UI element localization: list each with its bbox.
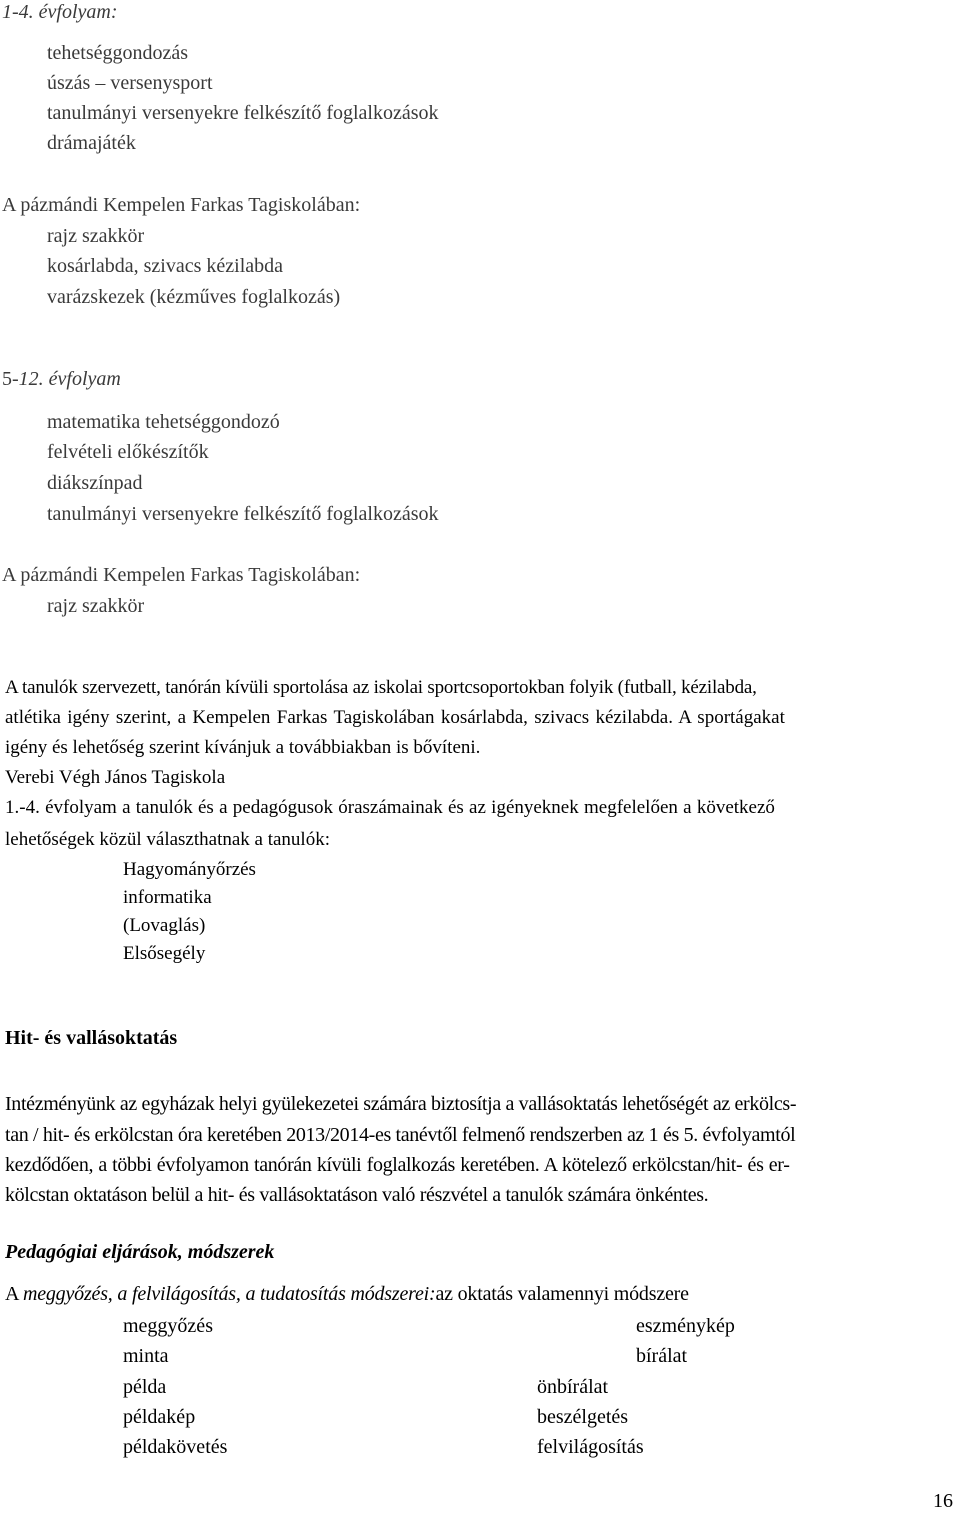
- list-item: varázskezek (kézműves foglalkozás): [47, 286, 341, 308]
- kempelen-heading: A pázmándi Kempelen Farkas Tagiskolában:: [2, 564, 361, 586]
- paragraph-line: atlétika igény szerint, a Kempelen Farkas Tagiskolában kosárlabda, szivacs kézilabda. A sportágakat: [5, 707, 785, 728]
- method-item: minta: [123, 1345, 169, 1367]
- list-item: (Lovaglás): [123, 915, 206, 936]
- list-item: rajz szakkör: [47, 225, 145, 247]
- method-item: eszménykép: [636, 1315, 735, 1337]
- list-item: rajz szakkör: [47, 595, 145, 617]
- section-heading: Pedagógiai eljárások, módszerek: [5, 1241, 275, 1263]
- methods-intro-a: A: [5, 1283, 23, 1305]
- list-item: tehetséggondozás: [47, 42, 189, 64]
- page-number: 16: [933, 1490, 953, 1512]
- grade-5-12-suffix: 12. évfolyam: [18, 368, 121, 390]
- list-item: Elsősegély: [123, 943, 206, 964]
- list-item: diákszínpad: [47, 472, 143, 494]
- paragraph-line: kölcstan oktatáson belül a hit- és vallásoktatáson való részvétel a tanulók számára önkéntes.: [5, 1184, 709, 1206]
- list-item: úszás – versenysport: [47, 72, 213, 94]
- method-item: bírálat: [636, 1345, 688, 1367]
- list-item: matematika tehetséggondozó: [47, 411, 280, 433]
- paragraph-line: A tanulók szervezett, tanórán kívüli sportolása az iskolai sportcsoportokban folyik (futball, kézilabda,: [5, 677, 757, 698]
- method-item: példa: [123, 1376, 167, 1398]
- method-item: önbírálat: [537, 1376, 609, 1398]
- paragraph-line: Intézményünk az egyházak helyi gyülekezetei számára biztosítja a vallásoktatás lehetőségét az erkölcs-: [5, 1093, 797, 1115]
- list-item: drámajáték: [47, 132, 136, 154]
- grade-1-4-heading: 1-4. évfolyam:: [2, 1, 118, 23]
- methods-intro-rest: az oktatás valamennyi módszere: [435, 1283, 689, 1305]
- paragraph-line: 1.-4. évfolyam a tanulók és a pedagógusok óraszámainak és az igényeknek megfelelően a következő: [5, 797, 775, 818]
- paragraph-line: tan / hit- és erkölcstan óra keretében 2013/2014-es tanévtől felmenő rendszerben az 1 és 5. évfolyamtól: [5, 1124, 796, 1146]
- methods-intro-italic: meggyőzés, a felvilágosítás, a tudatosítás módszerei:: [22, 1283, 436, 1305]
- list-item: kosárlabda, szivacs kézilabda: [47, 255, 284, 277]
- list-item: tanulmányi versenyekre felkészítő foglalkozások: [47, 102, 439, 124]
- paragraph-line: igény és lehetőség szerint kívánjuk a továbbiakban is bővíteni.: [5, 737, 481, 758]
- method-item: példakép: [123, 1406, 196, 1428]
- list-item: informatika: [123, 887, 212, 908]
- list-item: tanulmányi versenyekre felkészítő foglalkozások: [47, 503, 439, 525]
- list-item: Hagyományőrzés: [123, 859, 256, 880]
- paragraph-line: lehetőségek közül választhatnak a tanulók:: [5, 829, 330, 850]
- paragraph-line: kezdődően, a többi évfolyamon tanórán kívüli foglalkozás keretében. A kötelező erkölcstan/hit- és er-: [5, 1154, 790, 1176]
- section-heading: Hit- és vallásoktatás: [5, 1027, 178, 1049]
- methods-intro: [5, 1282, 689, 1306]
- method-item: meggyőzés: [123, 1315, 213, 1337]
- method-item: példakövetés: [123, 1436, 228, 1458]
- list-item: felvételi előkészítők: [47, 441, 209, 463]
- method-item: felvilágosítás: [537, 1436, 644, 1458]
- kempelen-heading: A pázmándi Kempelen Farkas Tagiskolában:: [2, 194, 361, 216]
- method-item: beszélgetés: [537, 1406, 629, 1428]
- school-name: Verebi Végh János Tagiskola: [5, 767, 226, 788]
- grade-5-12-heading: [2, 367, 121, 391]
- grade-5-12-prefix: 5-: [2, 368, 19, 390]
